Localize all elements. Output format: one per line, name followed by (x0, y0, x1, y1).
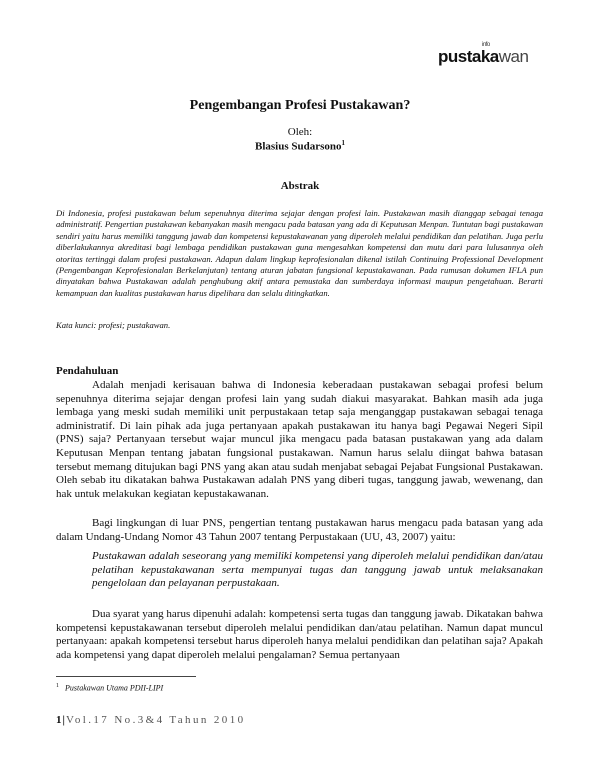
footer-separator: | (62, 714, 65, 726)
block-quote: Pustakawan adalah seseorang yang memiliki kompetensi yang diperoleh melalui pendidikan dan/atau pelatihan kepustakawanan serta mempunyai tugas dan tanggung jawab untuk melaksanakan pengelolaan dan pelayanan perpustakaan. (92, 550, 543, 590)
author-line (0, 139, 600, 153)
body-paragraph: Dua syarat yang harus dipenuhi adalah: kompetensi serta tugas dan tanggung jawab. Dikatakan bahwa kompetensi kepustakawanan tersebut diperoleh melalui pendidikan dan/atau pelatihan. Namun dapat muncul pertanyaan: apakah kompetensi tersebut harus diperoleh hanya melalui pendidikan dan pelatihan saja? Apakah ada kompetensi yang dapat diperoleh melalui pengalaman? Semua pertanyaan (56, 608, 543, 661)
page-footer (56, 714, 246, 726)
keywords: Kata kunci: profesi; pustakawan. (56, 320, 171, 330)
footnote (56, 683, 163, 693)
byline-label: Oleh: (287, 126, 313, 138)
page-number: 1 (56, 714, 62, 726)
footnote-marker: 1 (56, 683, 59, 689)
volume-info: Vol.17 No.3&4 Tahun 2010 (65, 714, 246, 726)
section-heading: Pendahuluan (56, 365, 119, 377)
author-name: Blasius Sudarsono (254, 140, 342, 153)
abstract-text: Di Indonesia, profesi pustakawan belum sepenuhnya diterima sejajar dengan profesi lain. Pustakawan masih dianggap sebagai tenaga administratif. Pengertian pustakawan kebanyakan masih mengacu pada batasan yang ada di Keputusan Menpan. Tuntutan bagi pustakawan sendiri yaitu harus memiliki tanggung jawab dan kompetensi kepustakawanan yang diperoleh melalui pendidikan dan pelatihan. Juga perlu diberlakukannya akreditasi bagi lembaga pendidikan pustakawan guna mengesahkan kompetensi dan mutu dari para lulusannya oleh otoritas tertinggi dalam profesi pustakawan. Adapun dalam lingkup keprofesionalan dikenal istilah Continuing Professional Development (Pengembangan Keprofesionalan Berkelanjutan) tentang aturan jabatan fungsional kepustakawanan. Pada rumusan dokumen IFLA pun dinyatakan bahwa Pustakawan adalah penghubung aktif antara pemustaka dan sumberdaya informasi maupun pengetahuan. Berarti kemampuan dan kualitas pustakawan harus dipelihara dan selalu ditingkatkan. (56, 208, 543, 298)
logo-superscript: info (482, 42, 490, 48)
paper-title: Pengembangan Profesi Pustakawan? (189, 98, 411, 113)
logo-part-2: wan (498, 47, 529, 66)
footnote-text: Pustakawan Utama PDII-LIPI (65, 683, 164, 693)
logo-part-1: pustaka (438, 47, 499, 66)
body-paragraph: Bagi lingkungan di luar PNS, pengertian tentang pustakawan harus mengacu pada batasan yang ada dalam Undang-Undang Nomor 43 Tahun 2007 tentang Perpustakaan (UU, 43, 2007) yaitu: (56, 517, 543, 543)
footnote-divider (56, 676, 196, 677)
journal-logo (438, 42, 529, 67)
abstract-heading: Abstrak (280, 180, 320, 192)
body-paragraph: Adalah menjadi kerisauan bahwa di Indonesia keberadaan pustakawan sebagai profesi belum sepenuhnya diterima sejajar dengan profesi lain yang sudah diakui masyarakat. Bahkan masih ada juga lembaga yang meski sudah memiliki unit perpustakaan tetap saja menganggap pustakawan sebagai tenaga administratif. Di lain pihak ada juga pertanyaan apakah pustakawan itu hanya bagi Pegawai Negeri Sipil (PNS) saja? Pertanyaan tersebut wajar muncul jika mengacu pada batasan pustakawan yang ada dalam Keputusan Menpan tentang jabatan fungsional pustakawan. Namun harus selalu diingat bahwa batasan tersebut memang ditujukan bagi PNS yang akan atau sudah menjabat sebagai Pejabat Fungsional Pustakawan. Oleh sebab itu dikatakan bahwa Pustakawan adalah PNS yang diberi tugas, tanggung jawab, wewenang, dan hak untuk melakukan kegiatan kepustakawanan. (56, 379, 543, 500)
author-note-ref[interactable]: 1 (341, 139, 345, 147)
